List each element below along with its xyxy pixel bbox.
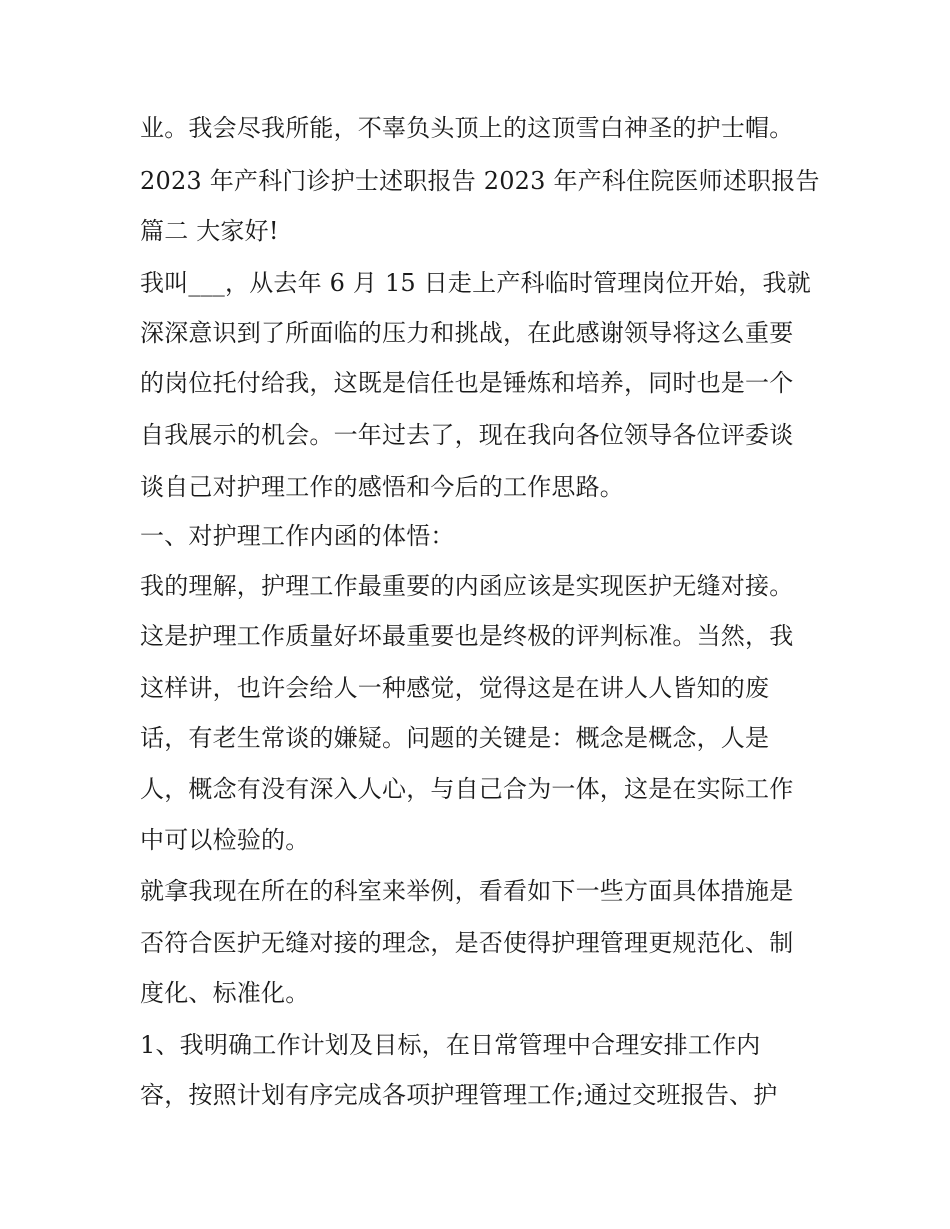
- text-line: 这是护理工作质量好坏最重要也是终极的评判标准。当然，我: [140, 622, 794, 650]
- text-line: 度化、标准化。: [140, 979, 310, 1007]
- text-line: 深深意识到了所面临的压力和挑战，在此感谢领导将这么重要: [140, 319, 794, 347]
- text-line: 篇二 大家好!: [140, 217, 279, 245]
- text-line: 我叫___，从去年 6 月 15 日走上产科临时管理岗位开始，我就: [140, 269, 811, 297]
- text-line: 我的理解，护理工作最重要的内函应该是实现医护无缝对接。: [140, 572, 794, 600]
- text-line: 自我展示的机会。一年过去了，现在我向各位领导各位评委谈: [140, 421, 794, 449]
- text-line: 这样讲，也许会给人一种感觉，觉得这是在讲人人皆知的废: [140, 674, 770, 702]
- text-line: 否符合医护无缝对接的理念，是否使得护理管理更规范化、制: [140, 929, 794, 957]
- list-item: 1、我明确工作计划及目标，在日常管理中合理安排工作内: [140, 1031, 761, 1059]
- text-line: 人，概念有没有深入人心，与自己合为一体，这是在实际工作: [140, 775, 794, 803]
- text-line: 中可以检验的。: [140, 826, 310, 854]
- text-line: 2023 年产科门诊护士述职报告 2023 年产科住院医师述职报告: [140, 167, 820, 195]
- text-line: 就拿我现在所在的科室来举例，看看如下一些方面具体措施是: [140, 877, 794, 905]
- text-line: 谈自己对护理工作的感悟和今后的工作思路。: [140, 473, 624, 501]
- section-heading: 一、对护理工作内函的体悟：: [140, 522, 455, 550]
- text-line: 业。我会尽我所能，不辜负头顶上的这顶雪白神圣的护士帽。: [140, 114, 794, 142]
- text-line: 话，有老生常谈的嫌疑。问题的关键是：概念是概念，人是: [140, 724, 770, 752]
- text-line: 的岗位托付给我，这既是信任也是锤炼和培养，同时也是一个: [140, 369, 794, 397]
- text-line: 容，按照计划有序完成各项护理管理工作;通过交班报告、护: [140, 1081, 778, 1109]
